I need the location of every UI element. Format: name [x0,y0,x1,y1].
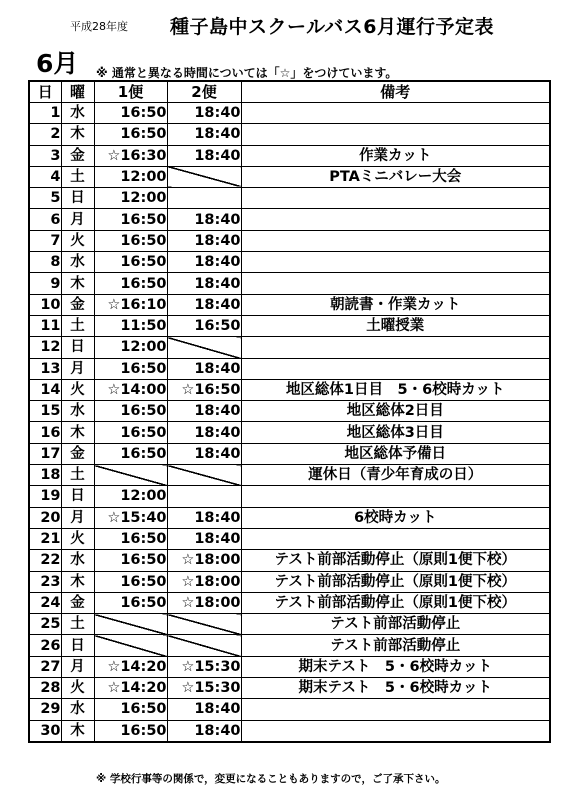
no-service-cell [167,614,241,635]
day-cell: 22 [29,550,61,571]
trip1-time-cell: 16:50 [94,720,167,742]
trip2-time-cell: 18:40 [167,230,241,251]
remarks-cell: 朝読書・作業カット [241,294,550,315]
day-cell: 13 [29,358,61,379]
day-cell: 5 [29,188,61,209]
trip1-time-cell: 16:50 [94,592,167,613]
weekday-cell: 木 [61,571,94,592]
trip2-time-cell: 18:40 [167,720,241,742]
weekday-cell: 日 [61,486,94,507]
day-cell: 1 [29,103,61,124]
table-row [29,528,550,549]
day-cell: 25 [29,614,61,635]
weekday-cell: 月 [61,656,94,677]
trip2-time-cell: ☆15:30 [167,678,241,699]
weekday-cell: 土 [61,315,94,336]
day-cell: 30 [29,720,61,742]
trip2-time-cell [167,486,241,507]
trip1-time-cell: ☆16:30 [94,145,167,166]
table-row [29,401,550,422]
weekday-cell: 火 [61,230,94,251]
trip1-time-cell: 12:00 [94,337,167,358]
remarks-cell: 地区総体3日目 [241,422,550,443]
day-cell: 18 [29,465,61,486]
trip1-time-cell: 16:50 [94,699,167,720]
trip2-time-cell: 18:40 [167,103,241,124]
trip2-time-cell: 18:40 [167,699,241,720]
table-row [29,209,550,230]
trip2-time-cell: 18:40 [167,422,241,443]
trip2-time-cell: ☆16:50 [167,379,241,400]
trip2-time-cell: 18:40 [167,209,241,230]
weekday-cell: 木 [61,273,94,294]
table-header-row [29,81,550,103]
trip1-time-cell: 16:50 [94,103,167,124]
remarks-cell [241,528,550,549]
legend-note: ※ 通常と異なる時間については「☆」をつけています。 [96,66,398,80]
day-cell: 6 [29,209,61,230]
table-row [29,422,550,443]
trip2-time-cell: 18:40 [167,358,241,379]
remarks-cell: 運休日（青少年育成の日） [241,465,550,486]
remarks-cell: PTAミニバレー大会 [241,166,550,187]
column-header-trip2: 2便 [167,81,241,103]
table-row [29,273,550,294]
remarks-cell: 作業カット [241,145,550,166]
trip2-time-cell [167,188,241,209]
day-cell: 14 [29,379,61,400]
day-cell: 24 [29,592,61,613]
weekday-cell: 土 [61,614,94,635]
trip2-time-cell: 18:40 [167,528,241,549]
bus-schedule-table [28,80,551,743]
no-service-cell [167,635,241,656]
trip2-time-cell: 18:40 [167,124,241,145]
table-row [29,635,550,656]
weekday-cell: 土 [61,166,94,187]
day-cell: 2 [29,124,61,145]
weekday-cell: 火 [61,678,94,699]
day-cell: 28 [29,678,61,699]
trip2-time-cell: ☆15:30 [167,656,241,677]
weekday-cell: 水 [61,550,94,571]
weekday-cell: 水 [61,699,94,720]
trip1-time-cell: 11:50 [94,315,167,336]
day-cell: 17 [29,443,61,464]
table-row [29,720,550,742]
trip2-time-cell: 18:40 [167,252,241,273]
remarks-cell [241,720,550,742]
no-service-cell [167,337,241,358]
trip1-time-cell: 16:50 [94,358,167,379]
remarks-cell: テスト前部活動停止（原則1便下校） [241,571,550,592]
day-cell: 27 [29,656,61,677]
remarks-cell: テスト前部活動停止 [241,614,550,635]
table-row [29,614,550,635]
weekday-cell: 木 [61,422,94,443]
weekday-cell: 木 [61,124,94,145]
remarks-cell: 土曜授業 [241,315,550,336]
remarks-cell: 期末テスト 5・6校時カット [241,656,550,677]
table-row [29,294,550,315]
remarks-cell: 地区総体1日目 5・6校時カット [241,379,550,400]
remarks-cell [241,230,550,251]
day-cell: 19 [29,486,61,507]
no-service-cell [167,166,241,187]
trip1-time-cell: 12:00 [94,166,167,187]
trip2-time-cell: 18:40 [167,294,241,315]
day-cell: 20 [29,507,61,528]
page-header [0,10,573,40]
day-cell: 3 [29,145,61,166]
trip1-time-cell: 16:50 [94,443,167,464]
weekday-cell: 日 [61,337,94,358]
day-cell: 21 [29,528,61,549]
day-cell: 10 [29,294,61,315]
fiscal-year: 平成28年度 [70,20,128,33]
remarks-cell [241,252,550,273]
weekday-cell: 金 [61,145,94,166]
trip1-time-cell: 16:50 [94,550,167,571]
weekday-cell: 月 [61,358,94,379]
remarks-cell: テスト前部活動停止 [241,635,550,656]
table-row [29,443,550,464]
table-row [29,507,550,528]
trip1-time-cell: 16:50 [94,422,167,443]
trip1-time-cell: 16:50 [94,230,167,251]
table-row [29,166,550,187]
weekday-cell: 土 [61,465,94,486]
weekday-cell: 金 [61,294,94,315]
table-row [29,124,550,145]
day-cell: 16 [29,422,61,443]
table-row [29,358,550,379]
remarks-cell [241,188,550,209]
no-service-cell [94,635,167,656]
trip2-time-cell: 18:40 [167,145,241,166]
remarks-cell [241,124,550,145]
weekday-cell: 水 [61,103,94,124]
remarks-cell: 地区総体2日目 [241,401,550,422]
trip2-time-cell: ☆18:00 [167,550,241,571]
table-row [29,592,550,613]
month-label: 6月 [36,49,79,78]
column-header-remarks: 備考 [241,81,550,103]
table-row [29,188,550,209]
day-cell: 26 [29,635,61,656]
trip2-time-cell: ☆18:00 [167,571,241,592]
table-row [29,252,550,273]
no-service-cell [94,614,167,635]
remarks-cell: テスト前部活動停止（原則1便下校） [241,550,550,571]
table-row [29,656,550,677]
day-cell: 7 [29,230,61,251]
trip1-time-cell: 12:00 [94,486,167,507]
trip1-time-cell: 16:50 [94,401,167,422]
weekday-cell: 月 [61,209,94,230]
weekday-cell: 日 [61,635,94,656]
table-row [29,145,550,166]
no-service-cell [94,465,167,486]
trip2-time-cell: 18:40 [167,507,241,528]
remarks-cell [241,699,550,720]
document-title: 種子島中スクールバス6月運行予定表 [170,16,495,38]
trip1-time-cell: ☆14:20 [94,656,167,677]
day-cell: 12 [29,337,61,358]
trip2-time-cell: 18:40 [167,273,241,294]
weekday-cell: 月 [61,507,94,528]
remarks-cell [241,273,550,294]
trip1-time-cell: ☆14:00 [94,379,167,400]
day-cell: 23 [29,571,61,592]
remarks-cell: 6校時カット [241,507,550,528]
remarks-cell [241,209,550,230]
trip1-time-cell: ☆16:10 [94,294,167,315]
remarks-cell: 期末テスト 5・6校時カット [241,678,550,699]
day-cell: 8 [29,252,61,273]
trip2-time-cell: 18:40 [167,401,241,422]
footnote: ※ 学校行事等の関係で，変更になることもありますので，ご了承下さい。 [96,773,446,785]
trip1-time-cell: 12:00 [94,188,167,209]
trip1-time-cell: 16:50 [94,571,167,592]
table-body [29,103,550,742]
weekday-cell: 木 [61,720,94,742]
remarks-cell [241,337,550,358]
no-service-cell [167,465,241,486]
weekday-cell: 水 [61,252,94,273]
day-cell: 4 [29,166,61,187]
weekday-cell: 日 [61,188,94,209]
weekday-cell: 水 [61,401,94,422]
table-row [29,103,550,124]
trip1-time-cell: ☆14:20 [94,678,167,699]
column-header-trip1: 1便 [94,81,167,103]
column-header-day: 日 [29,81,61,103]
trip2-time-cell: 18:40 [167,443,241,464]
table-row [29,486,550,507]
remarks-cell [241,486,550,507]
trip2-time-cell: 16:50 [167,315,241,336]
table-row [29,699,550,720]
table-row [29,465,550,486]
trip1-time-cell: 16:50 [94,252,167,273]
trip1-time-cell: 16:50 [94,209,167,230]
day-cell: 29 [29,699,61,720]
remarks-cell [241,103,550,124]
day-cell: 11 [29,315,61,336]
weekday-cell: 火 [61,528,94,549]
day-cell: 9 [29,273,61,294]
trip1-time-cell: 16:50 [94,273,167,294]
table-row [29,678,550,699]
trip1-time-cell: 16:50 [94,528,167,549]
table-row [29,379,550,400]
remarks-cell: テスト前部活動停止（原則1便下校） [241,592,550,613]
day-cell: 15 [29,401,61,422]
trip2-time-cell: ☆18:00 [167,592,241,613]
weekday-cell: 金 [61,443,94,464]
table-row [29,315,550,336]
table-row [29,550,550,571]
remarks-cell: 地区総体予備日 [241,443,550,464]
trip1-time-cell: ☆15:40 [94,507,167,528]
weekday-cell: 火 [61,379,94,400]
weekday-cell: 金 [61,592,94,613]
column-header-weekday: 曜 [61,81,94,103]
remarks-cell [241,358,550,379]
table-row [29,337,550,358]
table-row [29,230,550,251]
trip1-time-cell: 16:50 [94,124,167,145]
table-row [29,571,550,592]
